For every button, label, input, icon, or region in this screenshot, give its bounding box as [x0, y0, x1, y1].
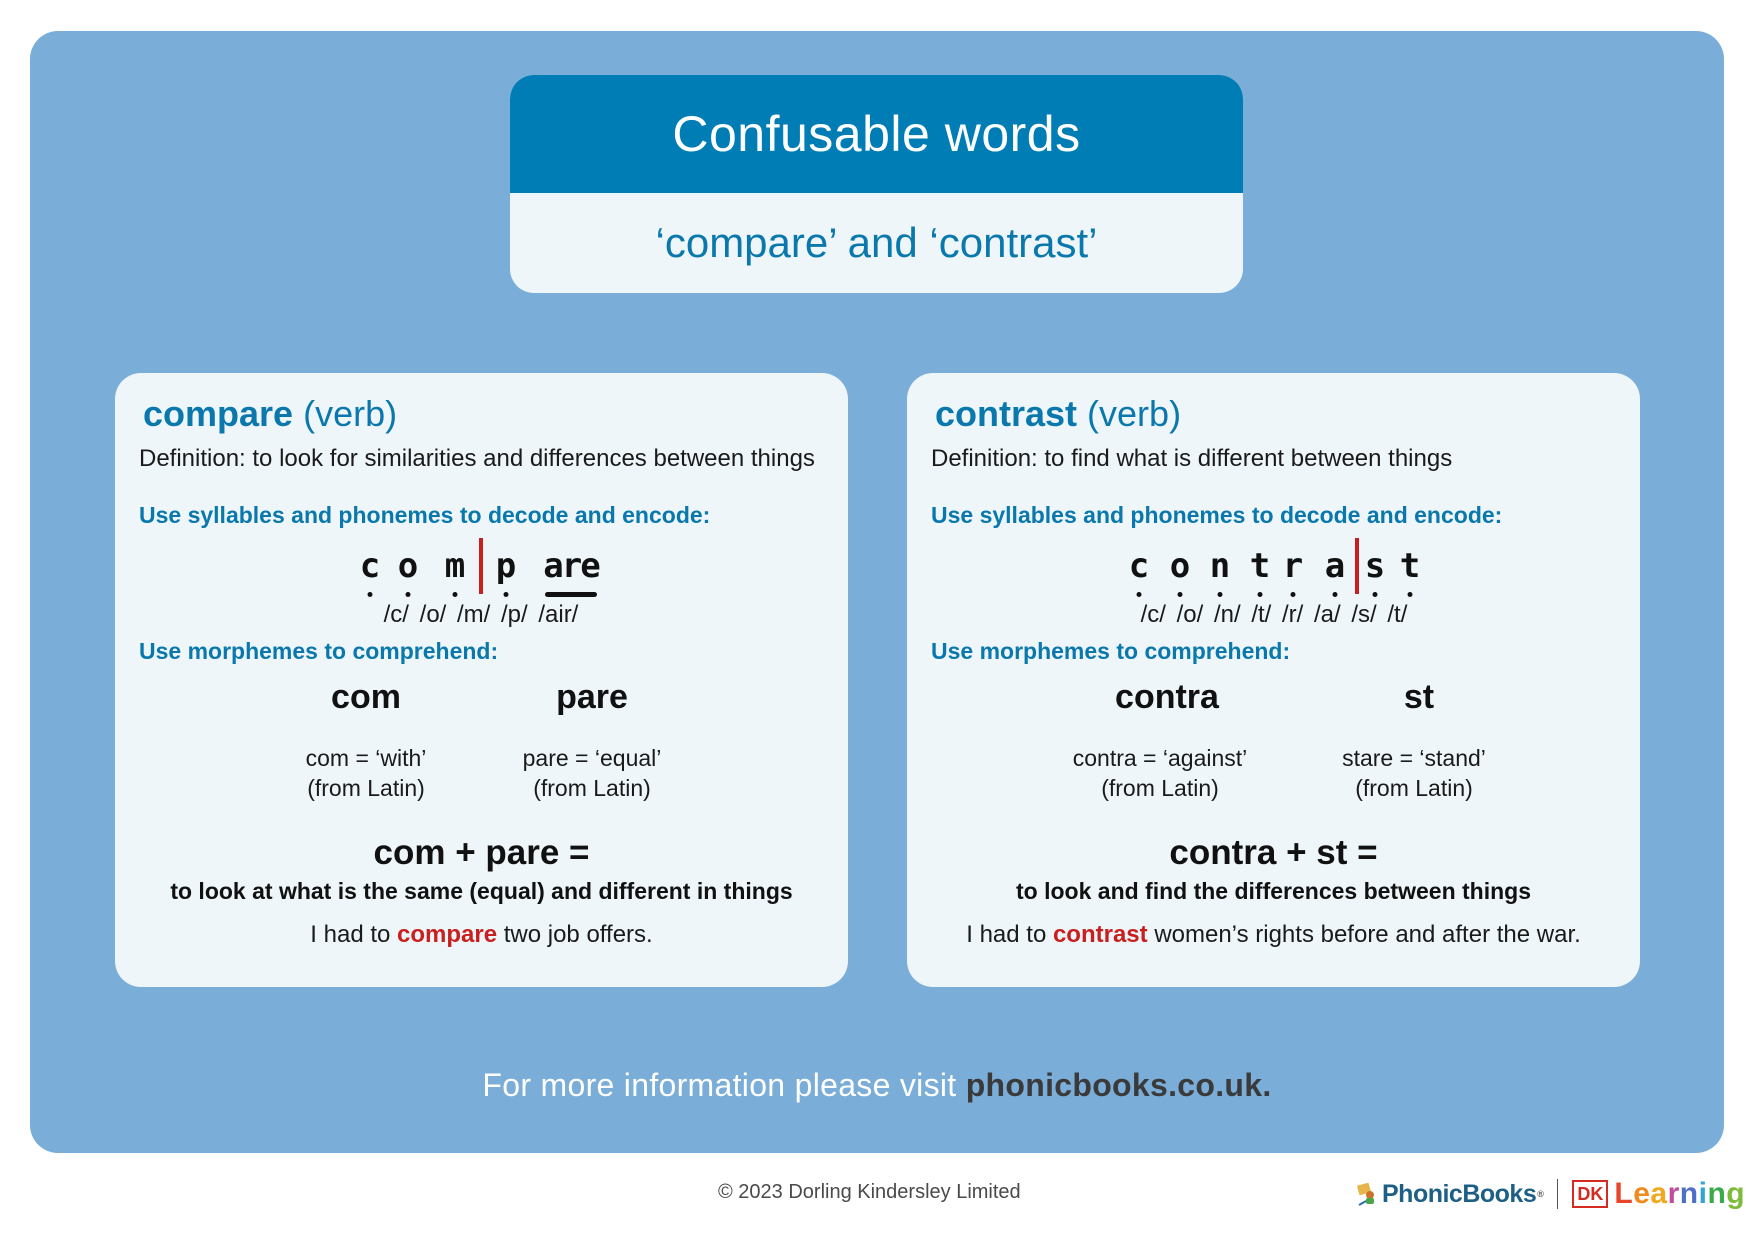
phoneme-dot	[1258, 592, 1263, 597]
part-of-speech: (verb)	[303, 393, 398, 434]
phonicbooks-logo: PhonicBooks ®	[1356, 1180, 1543, 1209]
morpheme-formula: com + pare =	[373, 833, 590, 872]
syllables-label: Use syllables and phonemes to decode and encode:	[139, 502, 711, 528]
card-contrast	[907, 373, 1640, 987]
phoneme-dot	[504, 592, 509, 597]
morphemes-label: Use morphemes to comprehend:	[931, 638, 1291, 664]
logo-divider	[1557, 1179, 1558, 1209]
segment: t	[1399, 546, 1421, 586]
title-box	[510, 75, 1243, 293]
page-subtitle: ‘compare’ and ‘contrast’	[655, 219, 1098, 266]
phoneme-dot	[1373, 592, 1378, 597]
segment: m	[444, 546, 466, 586]
morpheme: pare	[556, 678, 628, 716]
morphemes-label: Use morphemes to comprehend:	[139, 638, 499, 664]
syllable-split-marker	[1355, 538, 1359, 594]
dk-logo: DK	[1572, 1180, 1608, 1208]
highlighted-word: compare	[397, 921, 498, 948]
segment: o	[1169, 546, 1191, 586]
example-sentence: I had to contrast women’s rights before and after the war.	[966, 921, 1581, 948]
card-word: compare	[143, 393, 294, 434]
segment: s	[1364, 546, 1386, 586]
copyright: © 2023 Dorling Kindersley Limited	[718, 1181, 1021, 1203]
phoneme-list: /c/ /o/ /n/ /t/ /r/ /a/ /s/ /t/	[1140, 601, 1408, 628]
phoneme-breakdown	[907, 546, 1640, 626]
card-title	[935, 393, 1181, 435]
phoneme-dot	[368, 592, 373, 597]
morpheme-formula: contra + st =	[1169, 833, 1378, 872]
segment: n	[1209, 546, 1231, 586]
morpheme-meaning: com = ‘with’ (from Latin)	[305, 745, 427, 801]
segment: c	[359, 546, 381, 586]
morpheme-meaning: contra = ‘against’ (from Latin)	[1072, 745, 1248, 801]
example-sentence: I had to compare two job offers.	[310, 921, 653, 948]
segment: p	[495, 546, 517, 586]
more-info-text: For more information please visit phonicbooks.co.uk.	[482, 1067, 1272, 1103]
phoneme-dot	[1408, 592, 1413, 597]
morpheme-meaning: pare = ‘equal’ (from Latin)	[522, 745, 662, 801]
phoneme-dot	[1137, 592, 1142, 597]
morpheme: com	[331, 678, 401, 716]
segment: c	[1128, 546, 1150, 586]
phoneme-dot	[1291, 592, 1296, 597]
segment: r	[1282, 546, 1304, 586]
part-of-speech: (verb)	[1087, 393, 1182, 434]
phoneme-dot	[1218, 592, 1223, 597]
phoneme-dot	[1333, 592, 1338, 597]
morpheme: contra	[1115, 678, 1219, 716]
segment: t	[1249, 546, 1271, 586]
syllables-label: Use syllables and phonemes to decode and encode:	[931, 502, 1503, 528]
phoneme-dot	[1178, 592, 1183, 597]
phoneme-dot	[406, 592, 411, 597]
phoneme-list: /c/ /o/ /m/ /p/ /air/	[383, 601, 579, 628]
brand-logos	[1356, 1176, 1745, 1212]
combined-meaning: to look and find the differences between things	[1016, 878, 1531, 904]
phoneme-dot	[453, 592, 458, 597]
highlighted-word: contrast	[1052, 921, 1148, 948]
website-link[interactable]: phonicbooks.co.uk.	[965, 1067, 1272, 1103]
definition: Definition: to find what is different between things	[931, 445, 1453, 472]
page-title: Confusable words	[510, 75, 1243, 193]
learning-wordmark: Learning	[1614, 1177, 1746, 1210]
digraph-underline	[545, 592, 597, 597]
morpheme-meaning: stare = ‘stand’ (from Latin)	[1342, 745, 1486, 801]
card-compare	[115, 373, 848, 987]
card-word: contrast	[935, 393, 1078, 434]
segment: o	[397, 546, 419, 586]
segment: are	[543, 546, 599, 586]
definition: Definition: to look for similarities and differences between things	[139, 445, 815, 472]
morpheme: st	[1403, 678, 1435, 716]
segment: a	[1324, 546, 1346, 586]
mascot-icon	[1356, 1181, 1380, 1207]
combined-meaning: to look at what is the same (equal) and different in things	[170, 878, 793, 904]
card-title	[143, 393, 397, 435]
syllable-split-marker	[479, 538, 483, 594]
phoneme-breakdown	[115, 546, 848, 626]
